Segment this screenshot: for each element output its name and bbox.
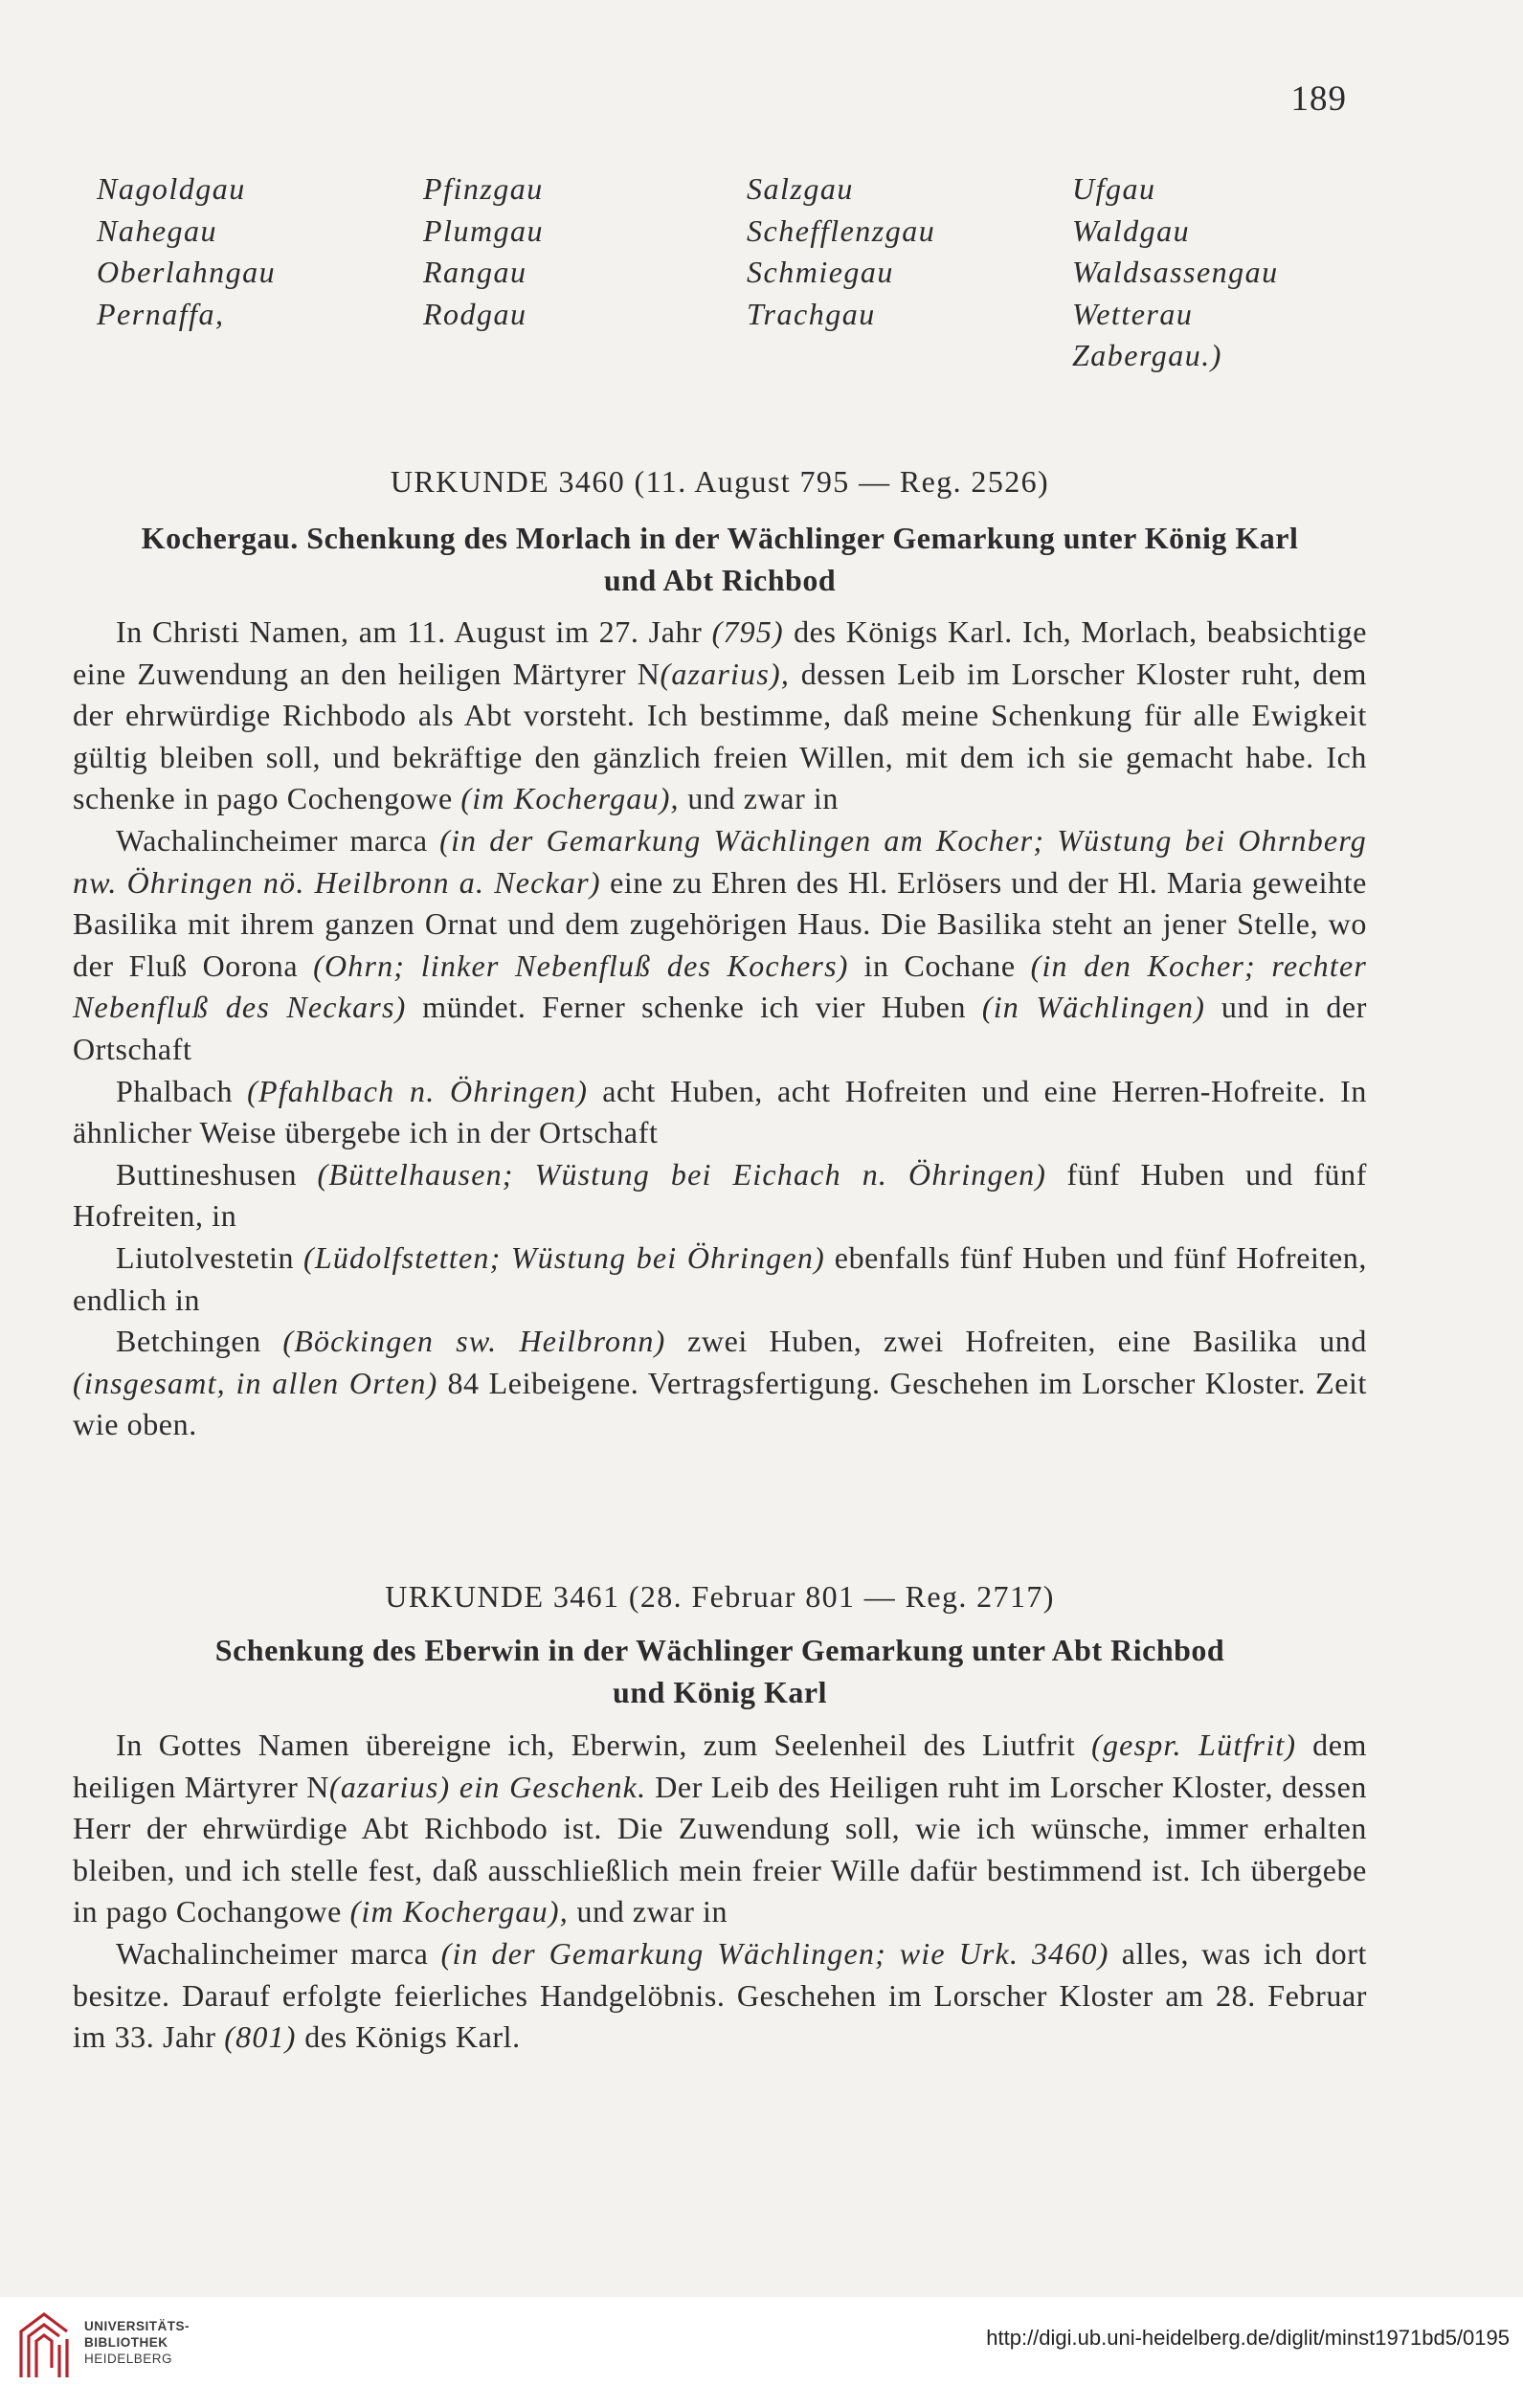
gau-column-2: [423, 168, 544, 335]
paragraph: [73, 1237, 1367, 1321]
urkunde-3460-title: [73, 518, 1367, 601]
text: mündet. Ferner schenke ich vier Huben: [406, 990, 982, 1025]
paragraph: [73, 612, 1367, 820]
annotation: (azarius) ein Geschenk.: [328, 1769, 647, 1804]
gau-entry: Ufgau: [1072, 171, 1156, 206]
gau-entry: Nagoldgau: [97, 171, 246, 206]
paragraph: [73, 1154, 1367, 1237]
annotation: (insgesamt, in allen Orten): [73, 1365, 438, 1400]
annotation: (gespr. Lütfrit): [1091, 1728, 1297, 1762]
title-line: und Abt Richbod: [603, 562, 837, 597]
text: Wachalincheimer marca: [116, 1935, 441, 1971]
gau-entry: Wetterau: [1072, 296, 1194, 331]
gau-entry: Schmiegau: [747, 255, 894, 289]
title-line: Kochergau. Schenkung des Morlach in der Wächlinger Gemarkung unter König Karl: [141, 521, 1299, 555]
library-name-line: UNIVERSITÄTS-: [84, 2319, 190, 2333]
paragraph: [73, 1725, 1367, 1933]
annotation: (in der Gemarkung Wächlingen; wie Urk. 3460): [440, 1935, 1109, 1971]
annotation: (Büttelhausen; Wüstung bei Eichach n. Öhringen): [317, 1156, 1047, 1192]
text: In Christi Namen, am 11. August im 27. Jahr: [116, 614, 712, 649]
digitization-footer: [0, 2297, 1523, 2408]
annotation: (795): [711, 614, 784, 649]
gau-entry: Pfinzgau: [423, 171, 544, 206]
gau-column-1: [97, 168, 276, 335]
urkunde-3460-body: [73, 612, 1367, 1446]
annotation: (Böckingen sw. Heilbronn): [282, 1324, 666, 1359]
annotation: (in der Gemarkung Wächlingen am Kocher; Wüstung bei Ohrnberg nw. Öhringen nö. Heilbronn a. Neckar): [73, 822, 1368, 900]
annotation: (801): [224, 2019, 297, 2055]
gau-entry: Plumgau: [423, 212, 545, 248]
paragraph: [73, 1321, 1367, 1446]
text: alles, was ich dort besitze. Darauf erfolgte feierliches Handgelöbnis. Geschehen im Lorscher Kloster am 28. Februar im 33. Jahr: [73, 1935, 1368, 2055]
gau-entry: Oberlahngau: [97, 255, 277, 289]
text: Liutolvestetin: [116, 1239, 303, 1275]
annotation: (im Kochergau),: [460, 781, 680, 816]
gau-entry: Waldgau: [1072, 212, 1191, 248]
annotation: (Lüdolfstetten; Wüstung bei Öhringen): [303, 1239, 825, 1275]
annotation: (azarius),: [660, 656, 791, 691]
title-line: und König Karl: [613, 1674, 827, 1709]
annotation: (in Wächlingen): [981, 990, 1206, 1025]
text: acht Huben, acht Hofreiten und eine Herren-Hofreite. In ähnlicher Weise übergebe ich in der Ortschaft: [73, 1073, 1367, 1150]
text: und in der Ortschaft: [73, 990, 1367, 1066]
urkunde-3461-heading: URKUNDE 3461 (28. Februar 801 — Reg. 2717): [385, 1579, 1055, 1614]
annotation: (im Kochergau),: [349, 1894, 569, 1929]
source-url-link[interactable]: http://digi.ub.uni-heidelberg.de/diglit/minst1971bd5/0195: [986, 2326, 1510, 2350]
paragraph: [73, 820, 1367, 1071]
gau-entry: Schefflenzgau: [747, 212, 936, 248]
text: des Königs Karl.: [296, 2019, 521, 2055]
text: 84 Leibeigene. Vertragsfertigung. Geschehen im Lorscher Kloster. Zeit wie oben.: [73, 1365, 1367, 1442]
urkunde-3461-body: [73, 1725, 1367, 2059]
gau-entry: Trachgau: [747, 296, 876, 331]
urkunde-3460-heading: URKUNDE 3460 (11. August 795 — Reg. 2526): [390, 464, 1050, 499]
library-name-line: BIBLIOTHEK: [84, 2335, 168, 2350]
library-name: [84, 2318, 190, 2367]
gau-entry: Pernaffa,: [97, 296, 225, 331]
text: Der Leib des Heiligen ruht im Lorscher Kloster, dessen Herr der ehrwürdige Abt Richbodo ist. Die Zuwendung soll, wie ich wünsche, immer erhalten bleiben, und ich stelle fest, daß ausschließlich mein freier Wille dafür bestimmend ist. Ich übergebe in pago Cochangowe: [73, 1769, 1368, 1929]
gau-column-3: [747, 168, 935, 335]
paragraph: [73, 1933, 1367, 2059]
gau-entry: Zabergau.): [1072, 338, 1222, 372]
text: Betchingen: [116, 1324, 283, 1359]
annotation: (Ohrn; linker Nebenfluß des Kochers): [313, 948, 849, 983]
annotation: (in den Kocher; rechter Nebenfluß des Neckars): [73, 948, 1368, 1025]
urkunde-3461-title: [73, 1630, 1367, 1713]
gau-entry: Rodgau: [423, 296, 527, 331]
text: ebenfalls fünf Huben und fünf Hofreiten, endlich in: [73, 1239, 1367, 1317]
library-logo-icon: [15, 2310, 73, 2381]
text: zwei Huben, zwei Hofreiten, eine Basilika und: [665, 1324, 1367, 1359]
text: und zwar in: [679, 781, 840, 816]
gau-entry: Waldsassengau: [1072, 255, 1279, 289]
text: In Gottes Namen übereigne ich, Eberwin, zum Seelenheil des Liutfrit: [116, 1728, 1092, 1762]
text: dessen Leib im Lorscher Kloster ruht, dem der ehrwürdige Richbodo als Abt vorsteht. Ich bestimme, daß meine Schenkung für alle Ewigkeit gültig bleiben soll, und bekräftige den gänzlich freien Willen, mit dem ich sie gemacht habe. Ich schenke in pago Cochengowe: [73, 656, 1367, 816]
page-number: 189: [1290, 79, 1347, 119]
paragraph: [73, 1071, 1367, 1154]
text: Buttineshusen: [116, 1156, 318, 1192]
text: fünf Huben und fünf Hofreiten, in: [73, 1156, 1368, 1234]
library-name-line: HEIDELBERG: [84, 2352, 173, 2366]
text: und zwar in: [568, 1894, 728, 1929]
text: des Königs Karl. Ich, Morlach, beabsichtige eine Zuwendung an den heiligen Märtyrer N: [73, 614, 1367, 691]
text: eine zu Ehren des Hl. Erlösers und der Hl. Maria geweihte Basilika mit ihrem ganzen Ornat und dem zugehörigen Haus. Die Basilika steht an jener Stelle, wo der Fluß Oorona: [73, 864, 1367, 983]
annotation: (Pfahlbach n. Öhringen): [247, 1073, 589, 1108]
text: Wachalincheimer marca: [116, 822, 440, 858]
gau-entry: Salzgau: [747, 171, 854, 206]
gau-entry: Rangau: [423, 255, 527, 289]
text: dem heiligen Märtyrer N: [73, 1728, 1368, 1804]
gau-column-4: [1072, 168, 1279, 377]
gau-entry: Nahegau: [97, 212, 218, 248]
title-line: Schenkung des Eberwin in der Wächlinger Gemarkung unter Abt Richbod: [214, 1633, 1225, 1667]
text: in Cochane: [848, 948, 1031, 983]
text: Phalbach: [116, 1073, 248, 1108]
